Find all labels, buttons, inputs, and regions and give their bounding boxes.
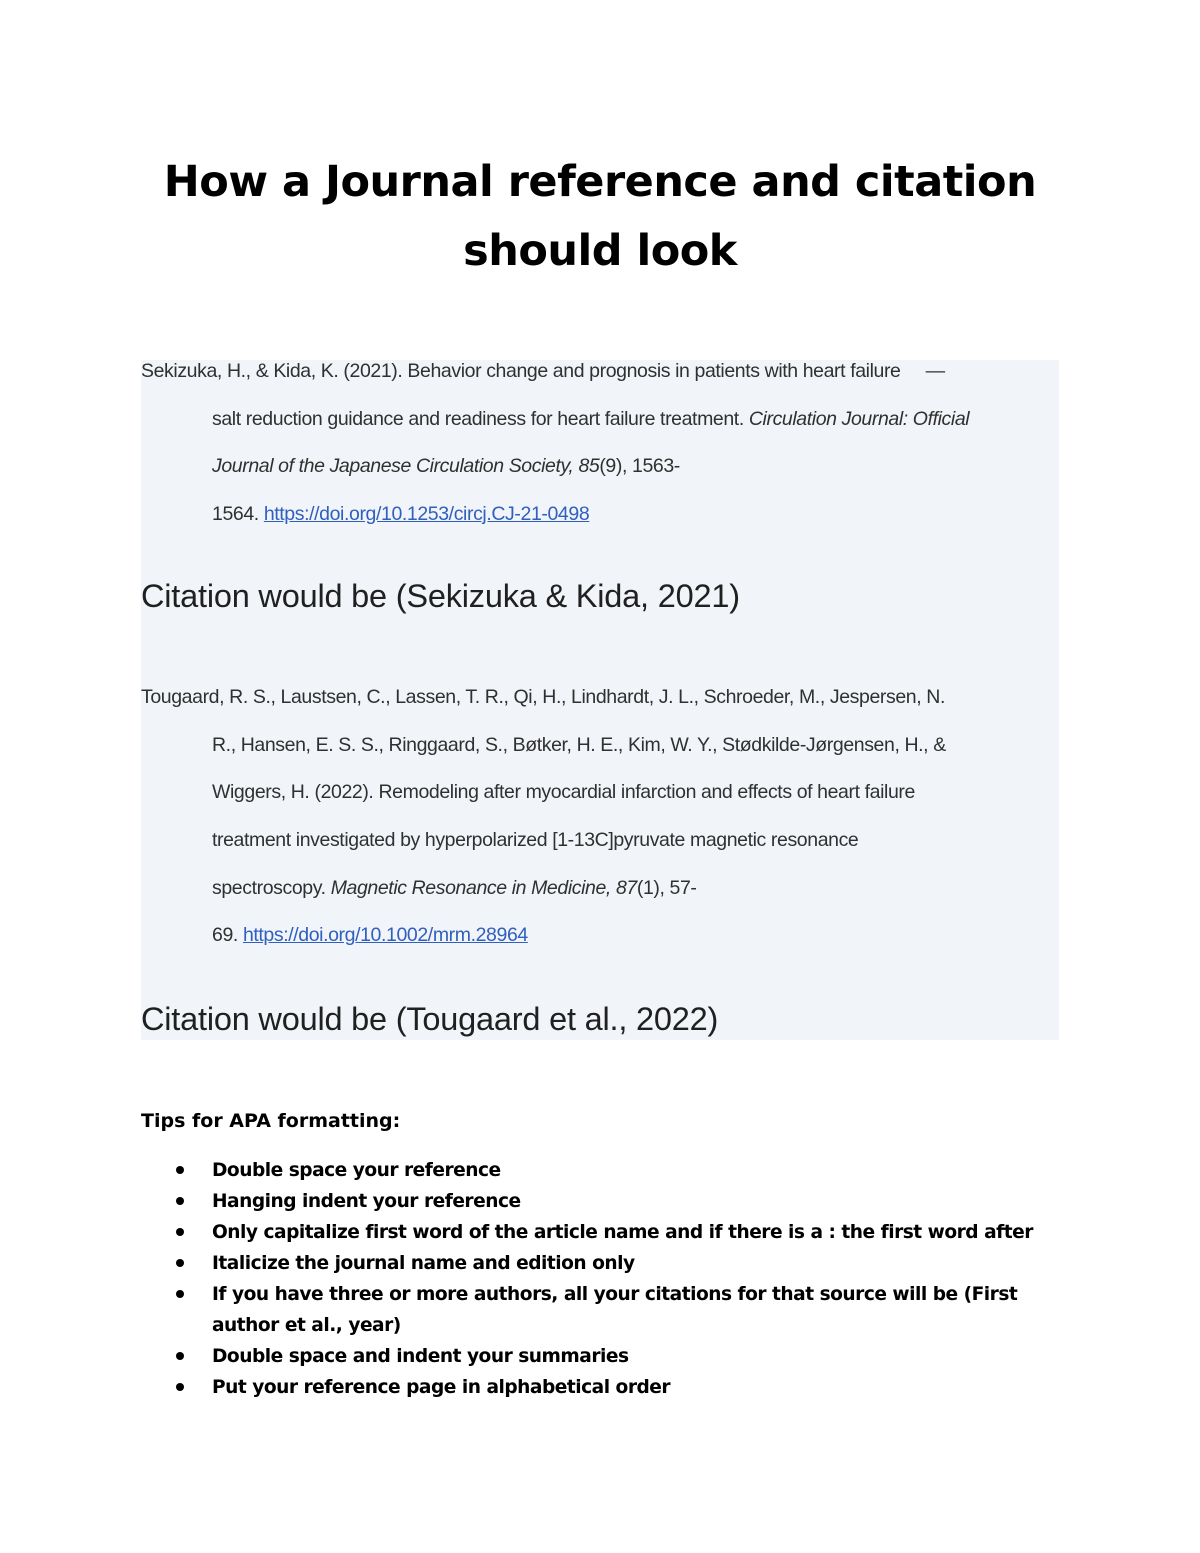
reference-line: Sekizuka, H., & Kida, K. (2021). Behavior change and prognosis in patients with heart failure — [141, 360, 945, 382]
bullet-icon [176, 1352, 184, 1360]
journal-name: Magnetic Resonance in Medicine, 87 [330, 876, 637, 899]
bullet-icon [176, 1197, 184, 1205]
reference-line [141, 491, 1059, 539]
reference-text: salt reduction guidance and readiness for heart failure treatment. [212, 407, 749, 430]
reference-entry-tougaard [141, 674, 1059, 960]
tip-item [141, 1155, 1061, 1186]
tip-item [141, 1186, 1061, 1217]
citation-example-sekizuka: Citation would be (Sekizuka & Kida, 2021) [141, 578, 740, 614]
reference-text: spectroscopy. [212, 876, 331, 899]
reference-line: Wiggers, H. (2022). Remodeling after myocardial infarction and effects of heart failure [212, 781, 915, 804]
page-title-line-1: How a Journal reference and citation [163, 157, 1037, 207]
tip-text: Hanging indent your reference [212, 1191, 521, 1212]
reference-text: 69. [212, 924, 243, 947]
page-title [0, 148, 1200, 286]
bullet-icon [176, 1228, 184, 1236]
tip-text: Put your reference page in alphabetical order [212, 1377, 671, 1398]
doi-link[interactable]: https://doi.org/10.1002/mrm.28964 [242, 924, 528, 947]
bullet-icon [176, 1290, 184, 1298]
tips-heading: Tips for APA formatting: [141, 1110, 401, 1132]
tip-text: Double space and indent your summaries [212, 1346, 629, 1367]
reference-line [141, 443, 1059, 491]
tip-text: Italicize the journal name and edition only [212, 1253, 635, 1274]
reference-entry-sekizuka [141, 348, 1059, 539]
reference-line [141, 912, 1059, 960]
tip-text: Double space your reference [212, 1160, 501, 1181]
bullet-icon [176, 1383, 184, 1391]
journal-name-continued: Journal of the Japanese Circulation Society, 85 [212, 455, 600, 478]
journal-name: Circulation Journal: Official [748, 407, 970, 430]
reference-line [141, 396, 1059, 444]
tip-item [141, 1341, 1061, 1372]
tip-item [141, 1372, 1061, 1403]
bullet-icon [176, 1259, 184, 1267]
tip-item [141, 1279, 1061, 1341]
reference-examples-block [141, 360, 1059, 1040]
tip-text: Only capitalize first word of the article name and if there is a : the first word after [212, 1222, 1033, 1243]
tip-text: If you have three or more authors, all your citations for that source will be (First author et al., year) [212, 1284, 1018, 1336]
tip-item [141, 1217, 1061, 1248]
page-title-line-2: should look [463, 226, 737, 276]
doi-link[interactable]: https://doi.org/10.1253/circj.CJ-21-0498 [263, 503, 590, 526]
bullet-icon [176, 1166, 184, 1174]
reference-line: treatment investigated by hyperpolarized [1-13C]pyruvate magnetic resonance [212, 829, 859, 852]
tips-list [141, 1155, 1061, 1403]
issue-pages: (9), 1563- [599, 455, 680, 478]
reference-text: 1564. [212, 503, 264, 526]
reference-line: R., Hansen, E. S. S., Ringgaard, S., Bøtker, H. E., Kim, W. Y., Stødkilde-Jørgensen, H., & [212, 733, 946, 756]
citation-example-tougaard: Citation would be (Tougaard et al., 2022) [141, 1001, 719, 1037]
issue-pages: (1), 57- [636, 876, 697, 899]
reference-line [141, 865, 1059, 913]
reference-line: Tougaard, R. S., Laustsen, C., Lassen, T. R., Qi, H., Lindhardt, J. L., Schroeder, M., Jespersen, N. [141, 686, 945, 708]
tip-item [141, 1248, 1061, 1279]
